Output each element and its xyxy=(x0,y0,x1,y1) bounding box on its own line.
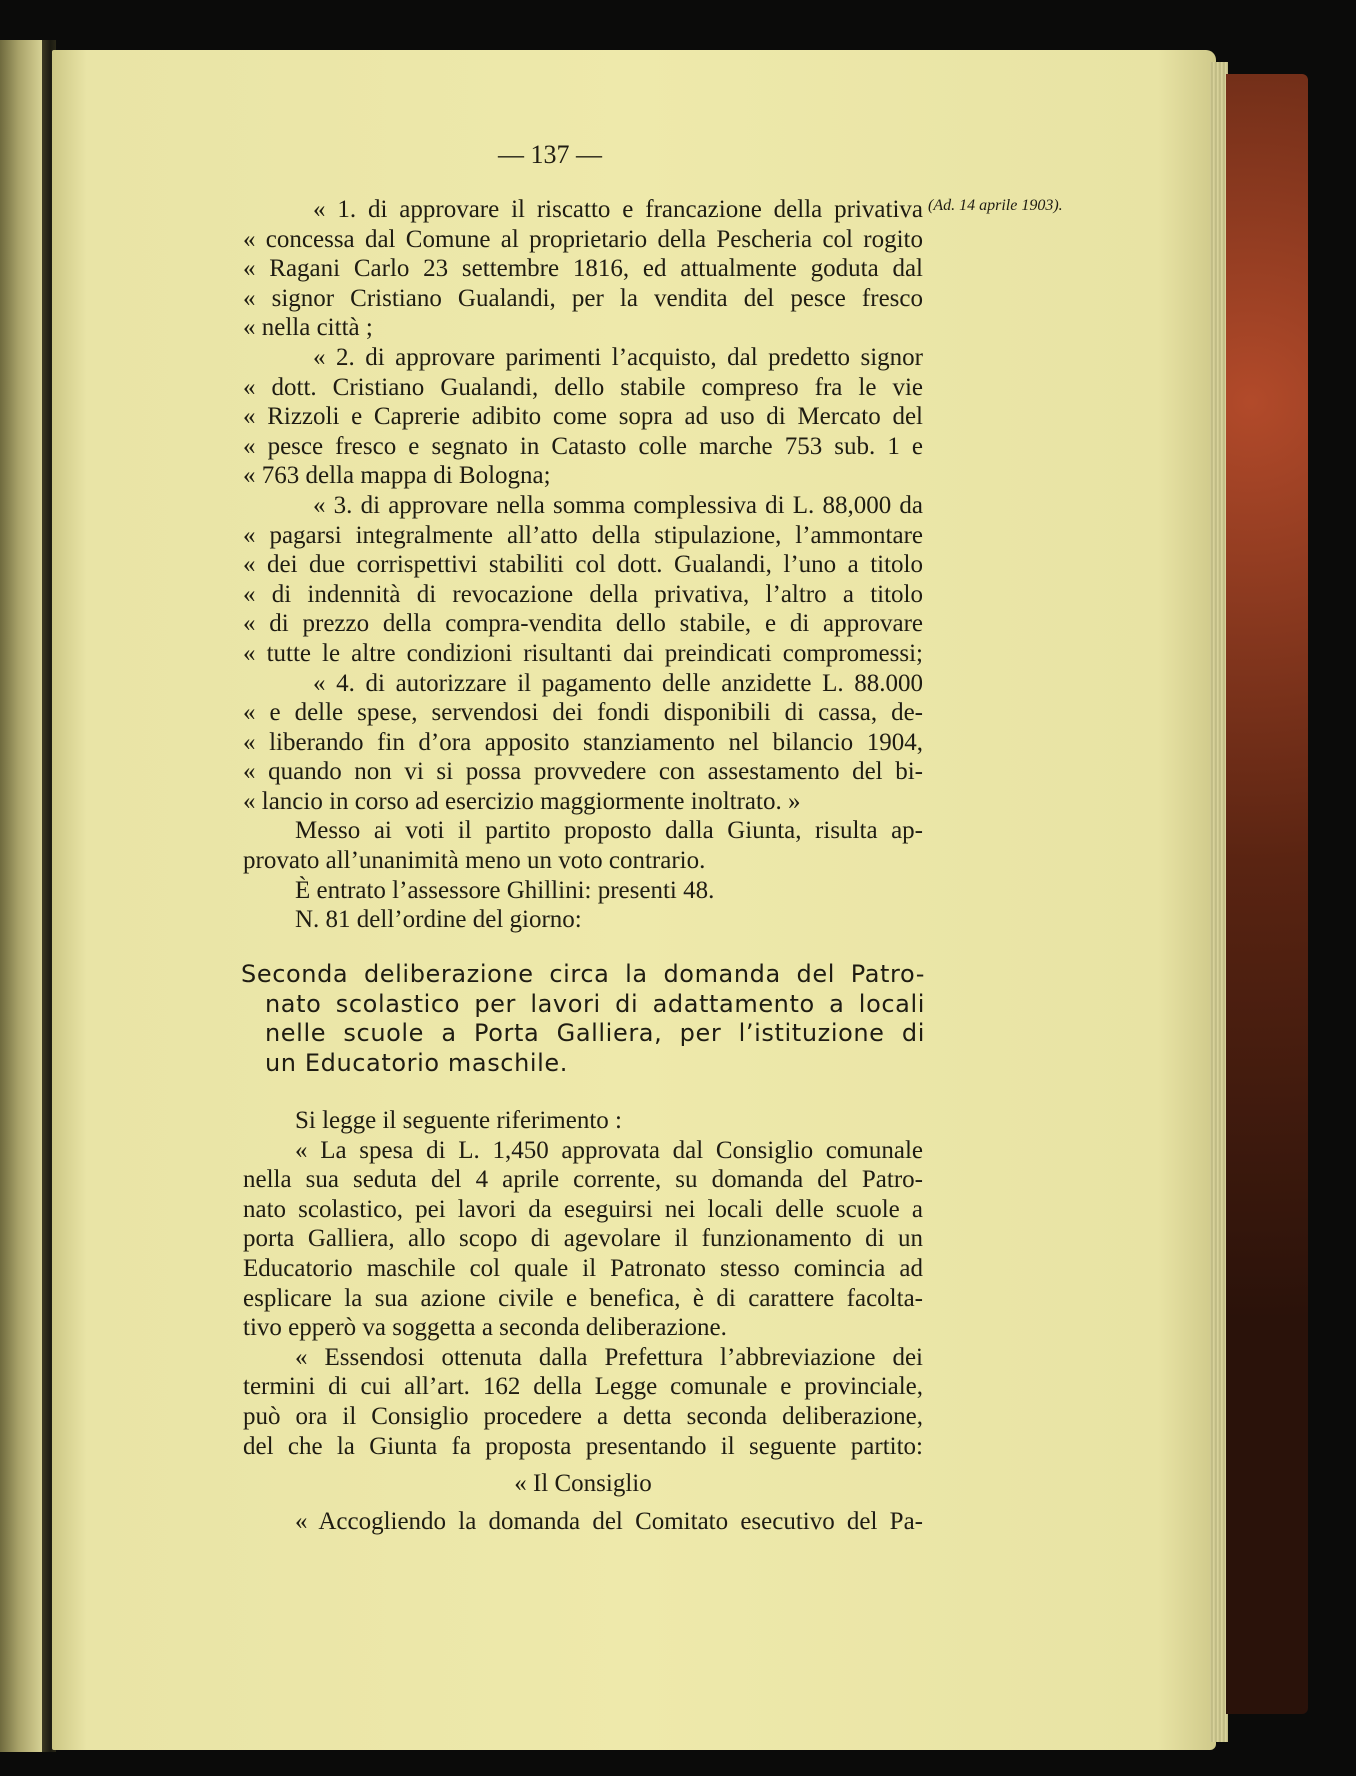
text-line: « quando non vi si possa provvedere con assestamento del bi- xyxy=(243,758,923,786)
section-heading xyxy=(241,960,925,1078)
text-line: « 2. di approvare parimenti l’acquisto, dal predetto signor xyxy=(313,343,923,371)
text-line: del che la Giunta fa proposta presentando il seguente partito: xyxy=(243,1432,923,1460)
text-line: « lancio in corso ad esercizio maggiormente inoltrato. » xyxy=(243,787,801,815)
heading-line: un Educatorio maschile. xyxy=(265,1048,569,1077)
page-number: — 137 — xyxy=(498,140,602,169)
text-line: « tutte le altre condizioni risultanti dai preindicati compromessi; xyxy=(243,639,923,667)
text-line: « 4. di autorizzare il pagamento delle anzidette L. 88.000 xyxy=(313,669,923,697)
text-line: « dott. Cristiano Gualandi, dello stabile compreso fra le vie xyxy=(243,373,923,401)
text-line: Educatorio maschile col quale il Patronato stesso comincia ad xyxy=(243,1254,923,1282)
text-line: nella sua seduta del 4 aprile corrente, su domanda del Patro- xyxy=(243,1166,923,1194)
text-line: « e delle spese, servendosi dei fondi disponibili di cassa, de- xyxy=(243,699,923,727)
text-line: « di indennità di revocazione della privativa, l’altro a titolo xyxy=(243,580,923,608)
text-block-report xyxy=(243,1106,923,1536)
text-line: « dei due corrispettivi stabiliti col dott. Gualandi, l’uno a titolo xyxy=(243,551,923,579)
heading-line: nato scolastico per lavori di adattamento a locali xyxy=(265,989,925,1018)
text-block-resolutions xyxy=(243,195,923,935)
margin-date-note: (Ad. 14 aprile 1903). xyxy=(928,197,1063,214)
text-line: porta Galliera, allo scopo di agevolare il funzionamento di un xyxy=(243,1225,923,1253)
left-page-edge xyxy=(0,40,42,1752)
text-line: « nella città ; xyxy=(243,314,373,342)
text-line: può ora il Consiglio procedere a detta seconda deliberazione, xyxy=(243,1402,923,1430)
text-line: « 763 della mappa di Bologna; xyxy=(243,462,551,490)
text-line: provato all’unanimità meno un voto contrario. xyxy=(243,847,706,875)
heading-line: Seconda deliberazione circa la domanda del Patro- xyxy=(241,960,925,988)
text-line: « liberando fin d’ora apposito stanziamento nel bilancio 1904, xyxy=(243,728,923,756)
text-line: « Rizzoli e Caprerie adibito come sopra ad uso di Mercato del xyxy=(243,403,923,431)
text-line: « 1. di approvare il riscatto e francazione della privativa xyxy=(313,196,923,223)
text-line: Messo ai voti il partito proposto dalla Giunta, risulta ap- xyxy=(295,817,923,845)
text-line: « concessa dal Comune al proprietario della Pescheria col rogito xyxy=(243,225,923,253)
text-line: « signor Cristiano Gualandi, per la vendita del pesce fresco xyxy=(243,284,923,312)
text-line: termini di cui all’art. 162 della Legge comunale e provinciale, xyxy=(243,1373,923,1401)
text-line: nato scolastico, pei lavori da eseguirsi nei locali delle scuole a xyxy=(243,1195,923,1223)
text-line: N. 81 dell’ordine del giorno: xyxy=(295,906,582,934)
text-line: tivo epperò va soggetta a seconda deliberazione. xyxy=(243,1314,727,1342)
heading-line: nelle scuole a Porta Galliera, per l’istituzione di xyxy=(265,1019,925,1047)
text-line: « pagarsi integralmente all’atto della stipulazione, l’ammontare xyxy=(243,521,923,549)
text-line: « Essendosi ottenuta dalla Prefettura l’abbreviazione dei xyxy=(295,1343,923,1371)
text-line: esplicare la sua azione civile e benefica, è di carattere facolta- xyxy=(243,1284,923,1312)
text-line: È entrato l’assessore Ghillini: presenti 48. xyxy=(295,876,715,904)
text-line: « Ragani Carlo 23 settembre 1816, ed attualmente goduta dal xyxy=(243,255,923,283)
text-line: Si legge il seguente riferimento : xyxy=(295,1107,622,1134)
text-line: « pesce fresco e segnato in Catasto colle marche 753 sub. 1 e xyxy=(243,432,923,460)
text-line: « La spesa di L. 1,450 approvata dal Consiglio comunale xyxy=(295,1136,923,1164)
text-line: « di prezzo della compra-vendita dello stabile, e di approvare xyxy=(243,610,923,638)
text-line: « 3. di approvare nella somma complessiva di L. 88,000 da xyxy=(313,491,923,519)
text-line: « Il Consiglio xyxy=(514,1470,652,1498)
text-line: « Accogliendo la domanda del Comitato esecutivo del Pa- xyxy=(295,1507,923,1535)
marbled-cover xyxy=(1226,74,1308,1714)
